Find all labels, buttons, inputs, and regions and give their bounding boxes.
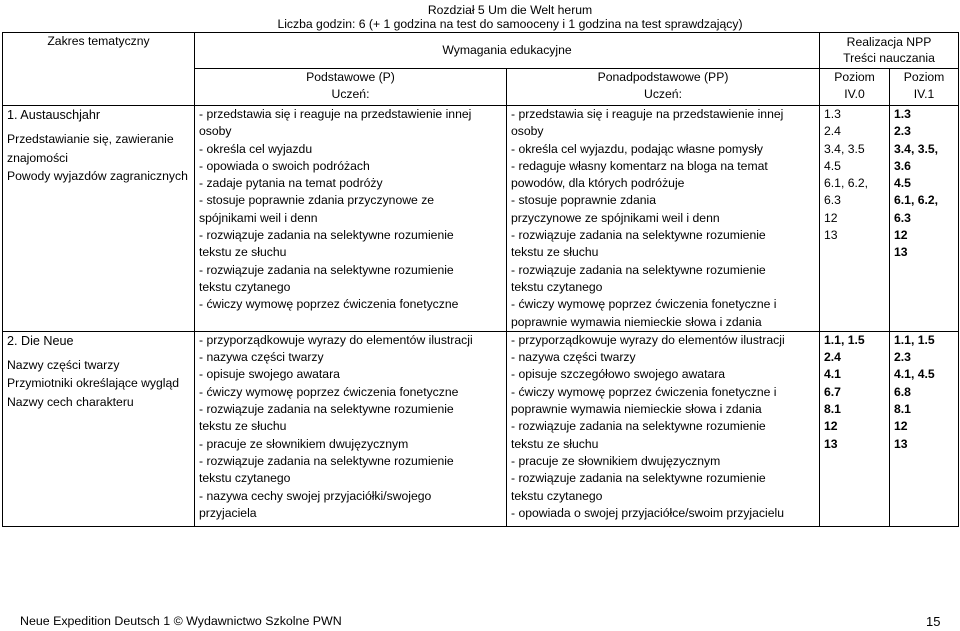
iv0-value: 13: [824, 436, 838, 451]
iv0-value: 4.1: [824, 367, 841, 382]
iv0-value: 3.4, 3.5: [824, 141, 865, 156]
p-line: - rozwiązuje zadania na selektywne rozumienie: [199, 453, 454, 468]
iv1-value: 4.5: [894, 176, 911, 191]
iv1-value: 2.3: [894, 350, 911, 365]
p-line: - ćwiczy wymowę poprzez ćwiczenia fonetyczne: [199, 297, 459, 312]
pp-line: - przyporządkowuje wyrazy do elementów ilustracji: [511, 332, 785, 347]
p-line: - opisuje swojego awatara: [199, 367, 340, 382]
pp-line: - nazywa części twarzy: [511, 350, 636, 365]
poziom-iv1-line2: IV.1: [913, 87, 935, 101]
topic-title: 2. Die Neue: [7, 333, 74, 348]
iv0-value: 6.1, 6.2,: [824, 176, 869, 191]
uczen-label-pp: Uczeń:: [644, 87, 682, 101]
iv1-value: 1.3: [894, 107, 911, 121]
pp-line: - rozwiązuje zadania na selektywne rozumienie: [511, 471, 766, 486]
ponadpodstawowe-label: Ponadpodstawowe (PP): [597, 70, 729, 84]
iv0-value: 4.5: [824, 158, 841, 173]
table-row: [3, 106, 959, 332]
topic-cell: [3, 331, 195, 526]
topic-line: Przedstawianie się, zawieranie: [7, 132, 174, 146]
pp-line: - opowiada o swojej przyjaciółce/swoim przyjacielu: [511, 505, 784, 520]
pp-line: - ćwiczy wymowę poprzez ćwiczenia fonetyczne i: [511, 384, 777, 399]
pp-requirements-cell: [507, 106, 820, 332]
iv0-value: 1.3: [824, 107, 841, 121]
pp-line: - pracuje ze słownikiem dwujęzycznym: [511, 453, 721, 468]
iv0-value: 6.3: [824, 193, 841, 208]
iv1-cell: [890, 331, 959, 526]
pp-line: osoby: [511, 124, 544, 139]
pp-line: tekstu ze słuchu: [511, 436, 599, 451]
poziom-iv0-line1: Poziom: [834, 70, 875, 84]
p-requirements-cell: [195, 331, 507, 526]
iv0-value: 2.4: [824, 124, 841, 139]
iv1-value: 3.4, 3.5,: [894, 141, 939, 156]
pp-line: - rozwiązuje zadania na selektywne rozumienie: [511, 228, 766, 243]
pp-line: - rozwiązuje zadania na selektywne rozumienie: [511, 419, 766, 434]
pp-line: - stosuje poprawnie zdania: [511, 193, 656, 208]
p-line: - ćwiczy wymowę poprzez ćwiczenia fonetyczne: [199, 384, 459, 399]
iv0-value: 1.1, 1.5: [824, 332, 865, 347]
p-line: - nazywa cechy swojej przyjaciółki/swojego: [199, 488, 432, 503]
iv0-value: 8.1: [824, 402, 841, 417]
iv1-value: 2.3: [894, 124, 911, 139]
iv1-value: 13: [894, 436, 908, 451]
table-head-row-1: [3, 33, 959, 69]
pp-line: - ćwiczy wymowę poprzez ćwiczenia fonetyczne i: [511, 297, 777, 312]
realizacja-line1: Realizacja NPP: [846, 35, 932, 49]
p-line: tekstu czytanego: [199, 279, 291, 294]
topic-title: 1. Austauschjahr: [7, 108, 101, 122]
ponadpodstawowe-header: [507, 69, 820, 106]
pp-line: tekstu ze słuchu: [511, 245, 599, 260]
topic-line: Nazwy części twarzy: [7, 357, 120, 372]
iv1-value: 4.1, 4.5: [894, 367, 935, 382]
p-line: tekstu czytanego: [199, 471, 291, 486]
p-line: - rozwiązuje zadania na selektywne rozumienie: [199, 262, 454, 277]
p-line: - przedstawia się i reaguje na przedstawienie innej: [199, 107, 472, 121]
pp-line: - przedstawia się i reaguje na przedstawienie innej: [511, 107, 784, 121]
iv1-value: 12: [894, 419, 908, 434]
iv1-value: 1.1, 1.5: [894, 332, 935, 347]
topic-line: Nazwy cech charakteru: [7, 394, 134, 409]
p-requirements-cell: [195, 106, 507, 332]
pp-line: przyczynowe ze spójnikami weil i denn: [511, 210, 720, 225]
pp-line: - opisuje szczegółowo swojego awatara: [511, 367, 726, 382]
iv0-value: 12: [824, 419, 838, 434]
p-line: - zadaje pytania na temat podróży: [199, 176, 383, 191]
pp-line: tekstu czytanego: [511, 279, 603, 294]
pp-line: tekstu czytanego: [511, 488, 603, 503]
pp-requirements-cell: [507, 331, 820, 526]
topic-line: znajomości: [7, 150, 68, 165]
iv1-cell: [890, 106, 959, 332]
p-line: - opowiada o swoich podróżach: [199, 158, 370, 173]
p-line: tekstu ze słuchu: [199, 419, 287, 434]
uczen-label-p: Uczeń:: [331, 87, 370, 101]
p-line: - nazywa części twarzy: [199, 350, 324, 365]
pp-line: - redaguje własny komentarz na bloga na temat: [511, 158, 768, 173]
iv0-value: 6.7: [824, 384, 841, 399]
iv1-value: 12: [894, 228, 908, 243]
iv1-value: 3.6: [894, 158, 911, 173]
iv1-value: 6.8: [894, 384, 911, 399]
p-line: - rozwiązuje zadania na selektywne rozumienie: [199, 402, 454, 417]
iv0-cell: [820, 106, 890, 332]
iv0-cell: [820, 331, 890, 526]
podstawowe-label: Podstawowe (P): [306, 70, 395, 84]
realizacja-header: [820, 33, 959, 69]
chapter-title: Rozdział 5 Um die Welt herum: [427, 3, 593, 17]
iv0-value: 12: [824, 210, 838, 225]
p-line: osoby: [199, 124, 232, 139]
iv0-value: 13: [824, 228, 838, 243]
pp-line: - określa cel wyjazdu, podając własne pomysły: [511, 141, 763, 156]
p-line: przyjaciela: [199, 505, 257, 520]
poziom-iv0-header: [820, 69, 890, 106]
iv0-value: 2.4: [824, 350, 841, 365]
curriculum-table: [2, 32, 959, 527]
topic-cell: [3, 106, 195, 332]
iv1-value: 6.1, 6.2,: [894, 193, 939, 208]
p-line: - rozwiązuje zadania na selektywne rozumienie: [199, 228, 454, 243]
poziom-iv0-line2: IV.0: [844, 87, 865, 101]
hours-info: Liczba godzin: 6 (+ 1 godzina na test do samooceny i 1 godzina na test sprawdzający): [277, 17, 743, 31]
pp-line: - rozwiązuje zadania na selektywne rozumienie: [511, 262, 766, 277]
page-number: 15: [926, 614, 941, 629]
iv1-value: 6.3: [894, 210, 911, 225]
poziom-iv1-header: [890, 69, 959, 106]
iv1-value: 8.1: [894, 402, 911, 417]
iv1-value: 13: [894, 245, 908, 260]
p-line: - pracuje ze słownikiem dwujęzycznym: [199, 436, 409, 451]
p-line: tekstu ze słuchu: [199, 245, 287, 260]
table-row: [3, 331, 959, 526]
p-line: - przyporządkowuje wyrazy do elementów ilustracji: [199, 332, 473, 347]
p-line: - określa cel wyjazdu: [199, 141, 313, 156]
pp-line: powodów, dla których podróżuje: [511, 176, 685, 191]
p-line: - stosuje poprawnie zdania przyczynowe ze: [199, 193, 435, 208]
podstawowe-header: [195, 69, 507, 106]
topic-line: Powody wyjazdów zagranicznych: [7, 169, 188, 183]
poziom-iv1-line1: Poziom: [903, 70, 945, 84]
pp-line: poprawnie wymawia niemieckie słowa i zdania: [511, 402, 762, 417]
zakres-header: Zakres tematyczny: [3, 33, 195, 106]
realizacja-line2: Treści nauczania: [843, 51, 935, 65]
wymagania-header: Wymagania edukacyjne: [195, 33, 820, 69]
p-line: spójnikami weil i denn: [199, 210, 318, 225]
pp-line: poprawnie wymawia niemieckie słowa i zdania: [511, 314, 762, 329]
topic-line: Przymiotniki określające wygląd: [7, 376, 180, 391]
footer-publisher: Neue Expedition Deutsch 1 © Wydawnictwo Szkolne PWN: [20, 614, 342, 628]
